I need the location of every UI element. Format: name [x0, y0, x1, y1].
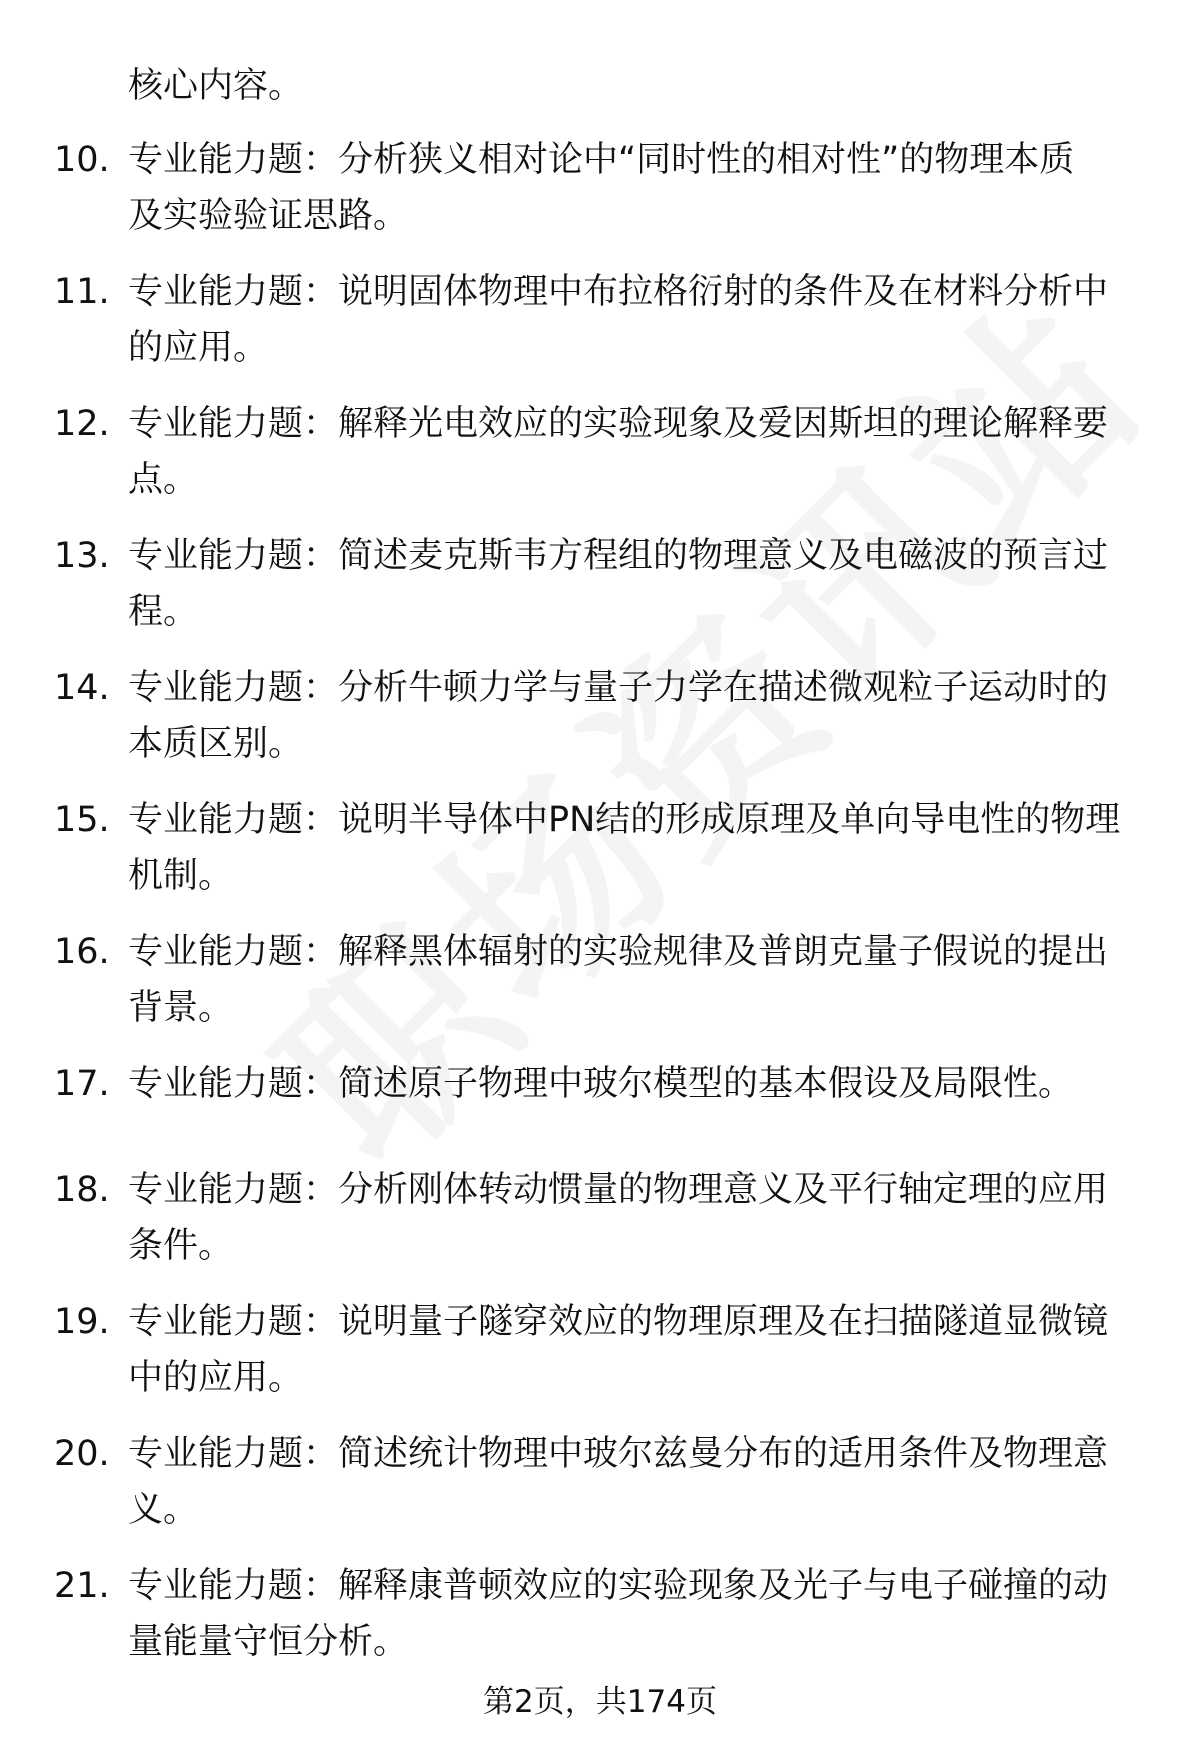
question-number: 19.	[54, 1302, 110, 1342]
question-number: 12.	[54, 404, 110, 444]
question-text	[128, 528, 1148, 640]
question-text-line: 专业能力题：解释光电效应的实验现象及爱因斯坦的理论解释要	[128, 404, 1109, 444]
question-number: 10.	[54, 140, 110, 180]
question-text-line: 本质区别。	[128, 724, 304, 764]
page-footer: 第2页，共174页	[483, 1684, 717, 1720]
question-text-line: 机制。	[128, 856, 234, 896]
question-item-17	[0, 1056, 1200, 1162]
question-number: 16.	[54, 932, 110, 972]
question-text	[128, 396, 1148, 508]
question-item-19	[0, 1294, 1200, 1426]
question-text-line: 专业能力题：说明半导体中PN结的形成原理及单向导电性的物理	[128, 800, 1121, 840]
question-text-line: 专业能力题：简述统计物理中玻尔兹曼分布的适用条件及物理意	[128, 1434, 1109, 1474]
question-item-20	[0, 1426, 1200, 1558]
question-text-line: 专业能力题：解释黑体辐射的实验规律及普朗克量子假说的提出	[128, 932, 1109, 972]
question-text-line: 程。	[128, 592, 199, 632]
question-number: 17.	[54, 1064, 110, 1104]
question-text-line: 量能量守恒分析。	[128, 1622, 409, 1662]
question-item-11	[0, 264, 1200, 396]
question-text	[128, 792, 1148, 904]
question-item-21	[0, 1558, 1200, 1690]
question-text	[128, 264, 1148, 376]
question-item-15	[0, 792, 1200, 924]
question-number: 21.	[54, 1566, 110, 1606]
question-text	[128, 1558, 1148, 1670]
question-text-line: 义。	[128, 1490, 199, 1530]
question-number: 14.	[54, 668, 110, 708]
question-item-10	[0, 132, 1200, 264]
question-text	[128, 660, 1148, 772]
question-text-line: 专业能力题：分析狭义相对论中“同时性的相对性”的物理本质	[128, 140, 1075, 180]
question-item-13	[0, 528, 1200, 660]
question-text	[128, 924, 1148, 1036]
question-text	[128, 1426, 1148, 1538]
question-text-line: 中的应用。	[128, 1358, 304, 1398]
question-text	[128, 1162, 1148, 1274]
question-text-line: 专业能力题：解释康普顿效应的实验现象及光子与电子碰撞的动	[128, 1566, 1109, 1606]
question-text-line: 背景。	[128, 988, 234, 1028]
question-text-line: 条件。	[128, 1226, 234, 1266]
question-item-16	[0, 924, 1200, 1056]
question-text	[128, 132, 1148, 244]
question-text-line: 专业能力题：简述原子物理中玻尔模型的基本假设及局限性。	[128, 1064, 1074, 1104]
question-list	[0, 132, 1200, 1690]
question-text-line: 专业能力题：说明量子隧穿效应的物理原理及在扫描隧道显微镜	[128, 1302, 1109, 1342]
question-text-line: 专业能力题：简述麦克斯韦方程组的物理意义及电磁波的预言过	[128, 536, 1109, 576]
question-number: 13.	[54, 536, 110, 576]
question-number: 15.	[54, 800, 110, 840]
question-text	[128, 1294, 1148, 1406]
question-item-12	[0, 396, 1200, 528]
question-number: 11.	[54, 272, 110, 312]
question-number: 18.	[54, 1170, 110, 1210]
question-item-14	[0, 660, 1200, 792]
question-number: 20.	[54, 1434, 110, 1474]
question-item-18	[0, 1162, 1200, 1294]
continued-text-line: 核心内容。	[128, 66, 304, 106]
question-text	[128, 1056, 1148, 1112]
question-text-line: 的应用。	[128, 328, 269, 368]
question-text-line: 及实验验证思路。	[128, 196, 409, 236]
question-text-line: 专业能力题：分析刚体转动惯量的物理意义及平行轴定理的应用	[128, 1170, 1109, 1210]
question-text-line: 专业能力题：分析牛顿力学与量子力学在描述微观粒子运动时的	[128, 668, 1109, 708]
question-text-line: 点。	[128, 460, 199, 500]
question-text-line: 专业能力题：说明固体物理中布拉格衍射的条件及在材料分析中	[128, 272, 1109, 312]
